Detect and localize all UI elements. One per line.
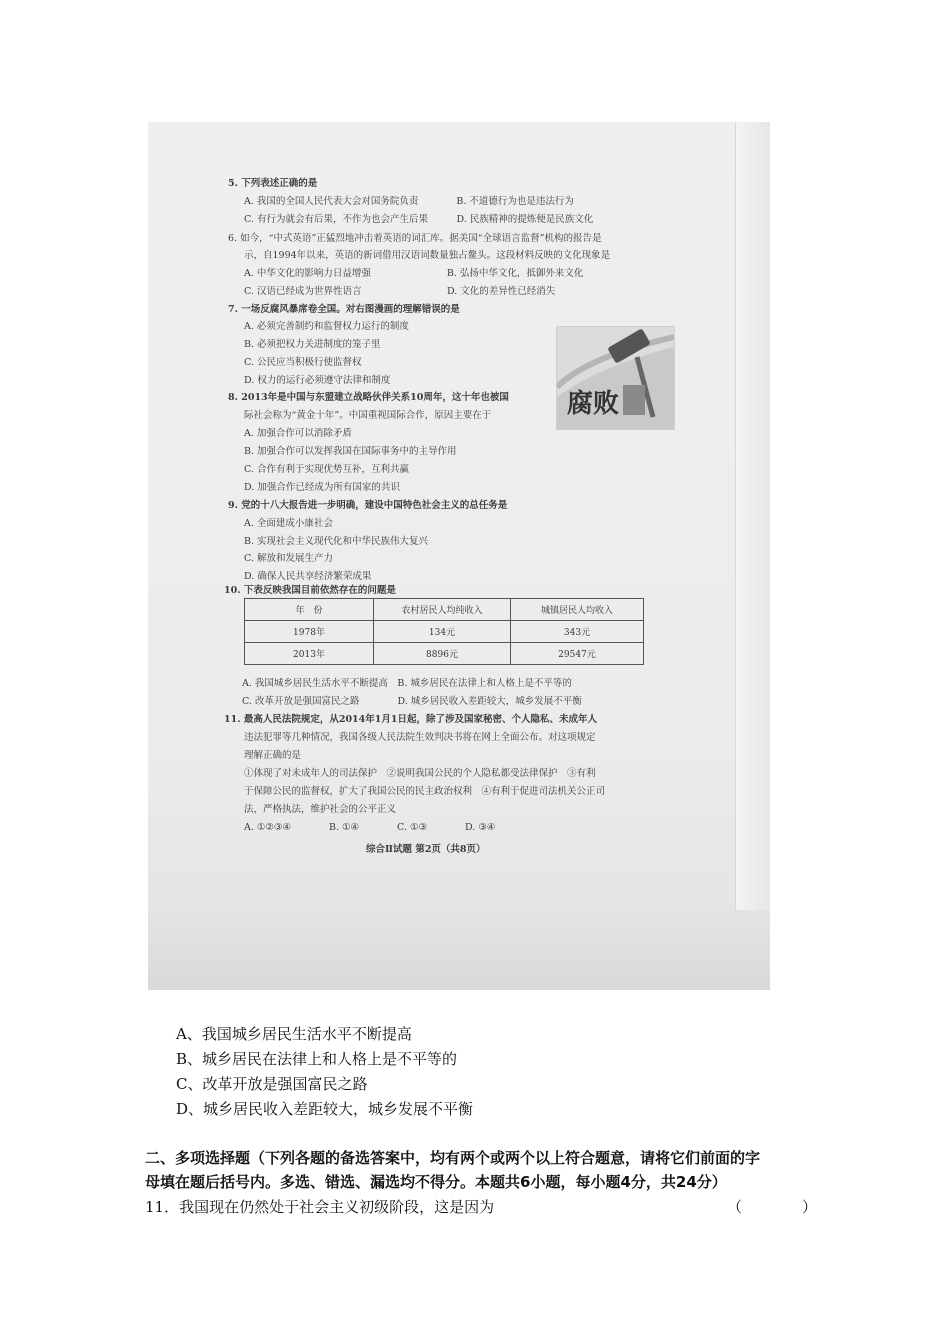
scan-line: 6. 如今，“中式英语”正猛烈地冲击着英语的词汇库。据美国“全球语言监督”机构的报告是 [228,233,602,244]
table-header-cell: 农村居民人均纯收入 [374,599,511,621]
scanned-exam-page [148,122,770,990]
question-11: 11．我国现在仍然处于社会主义初级阶段，这是因为 [145,1198,495,1216]
option-a: A、我国城乡居民生活水平不断提高 [176,1025,412,1043]
anti-corruption-cartoon [556,326,675,430]
scan-line: C. 汉语已经成为世界性语言 D. 文化的差异性已经消失 [244,286,556,297]
scan-line: A. 加强合作可以消除矛盾 [244,428,352,439]
scan-line: B. 必须把权力关进制度的笼子里 [244,339,381,350]
scan-line: 法，严格执法，维护社会的公平正义 [244,804,397,815]
scan-line: 理解正确的是 [244,750,302,761]
scan-line: C. 有行为就会有后果，不作为也会产生后果 D. 民族精神的提炼便是民族文化 [244,214,594,225]
section-heading-line1: 二、多项选择题（下列各题的备选答案中，均有两个或两个以上符合题意，请将它们前面的字 [145,1149,761,1167]
scan-line: 于保障公民的监督权，扩大了我国公民的民主政治权利 ④有利于促进司法机关公正司 [244,786,606,797]
table-header-row [245,599,644,621]
table-cell: 2013年 [245,643,374,665]
scan-line: 示，自1994年以来，英语的新词借用汉语词数量独占鳌头。这段材料反映的文化现象是 [244,250,611,261]
table-cell: 29547元 [511,643,644,665]
section-heading-line2: 母填在题后括号内。多选、错选、漏选均不得分。本题共6小题，每小题4分，共24分） [145,1173,727,1191]
scan-line: 8. 2013年是中国与东盟建立战略伙伴关系10周年，这十年也被国 [228,392,509,403]
scan-line: C. 改革开放是强国富民之路 D. 城乡居民收入差距较大，城乡发展不平衡 [242,696,582,707]
cartoon-caption: 腐败 [567,389,620,419]
scan-line: 11. 最高人民法院规定，从2014年1月1日起，除了涉及国家秘密、个人隐私、未成年人 [224,714,597,725]
scan-line: 9. 党的十八大报告进一步明确，建设中国特色社会主义的总任务是 [228,500,508,511]
scan-line: 违法犯罪等几种情况，我国各级人民法院生效判决书将在网上全面公布。对这项规定 [244,732,596,743]
scan-line: C. 合作有利于实现优势互补，互利共赢 [244,464,409,475]
scan-line: A. ①②③④ B. ①④ C. ①③ D. ③④ [244,822,496,833]
table-cell: 134元 [374,621,511,643]
scan-line: D. 加强合作已经成为所有国家的共识 [244,482,400,493]
table-row [245,643,644,665]
scan-line: 5. 下列表述正确的是 [228,178,318,189]
scan-line: 际社会称为“黄金十年”。中国重视国际合作，原因主要在于 [244,410,492,421]
scan-line: B. 实现社会主义现代化和中华民族伟大复兴 [244,536,429,547]
scan-line: A. 中华文化的影响力日益增强 B. 弘扬中华文化，抵御外来文化 [244,268,584,279]
scan-line: D. 权力的运行必须遵守法律和制度 [244,375,391,386]
table-header-cell: 年 份 [245,599,374,621]
scan-line: A. 我国城乡居民生活水平不断提高 B. 城乡居民在法律上和人格上是不平等的 [242,678,572,689]
answer-parentheses[interactable]: （ ） [727,1198,818,1216]
scan-line: ①体现了对未成年人的司法保护 ②说明我国公民的个人隐私都受法律保护 ③有利 [244,768,596,779]
scan-bottom-shadow [148,910,770,990]
scan-line: B. 加强合作可以发挥我国在国际事务中的主导作用 [244,446,457,457]
scan-line: 7. 一场反腐风暴席卷全国。对右图漫画的理解错误的是 [228,304,460,315]
scan-line: A. 我国的全国人民代表大会对国务院负责 B. 不道德行为也是违法行为 [244,196,574,207]
option-b: B、城乡居民在法律上和人格上是不平等的 [176,1050,458,1068]
option-d: D、城乡居民收入差距较大，城乡发展不平衡 [176,1100,474,1118]
income-table [244,598,644,665]
scan-line: A. 必须完善制约和监督权力运行的制度 [244,321,409,332]
scan-line: C. 解放和发展生产力 [244,553,333,564]
table-row [245,621,644,643]
option-c: C、改革开放是强国富民之路 [176,1075,368,1093]
scan-page-footer: 综合Ⅱ试题 第2页（共8页） [366,844,486,855]
scan-line: 10. 下表反映我国目前依然存在的问题是 [224,585,396,596]
scan-line: D. 确保人民共享经济繁荣成果 [244,571,372,582]
scan-line: C. 公民应当积极行使监督权 [244,357,362,368]
table-cell: 343元 [511,621,644,643]
table-header-cell: 城镇居民人均收入 [511,599,644,621]
scan-page-edge [735,122,770,990]
table-cell: 8896元 [374,643,511,665]
scan-line: A. 全面建成小康社会 [244,518,333,529]
table-cell: 1978年 [245,621,374,643]
